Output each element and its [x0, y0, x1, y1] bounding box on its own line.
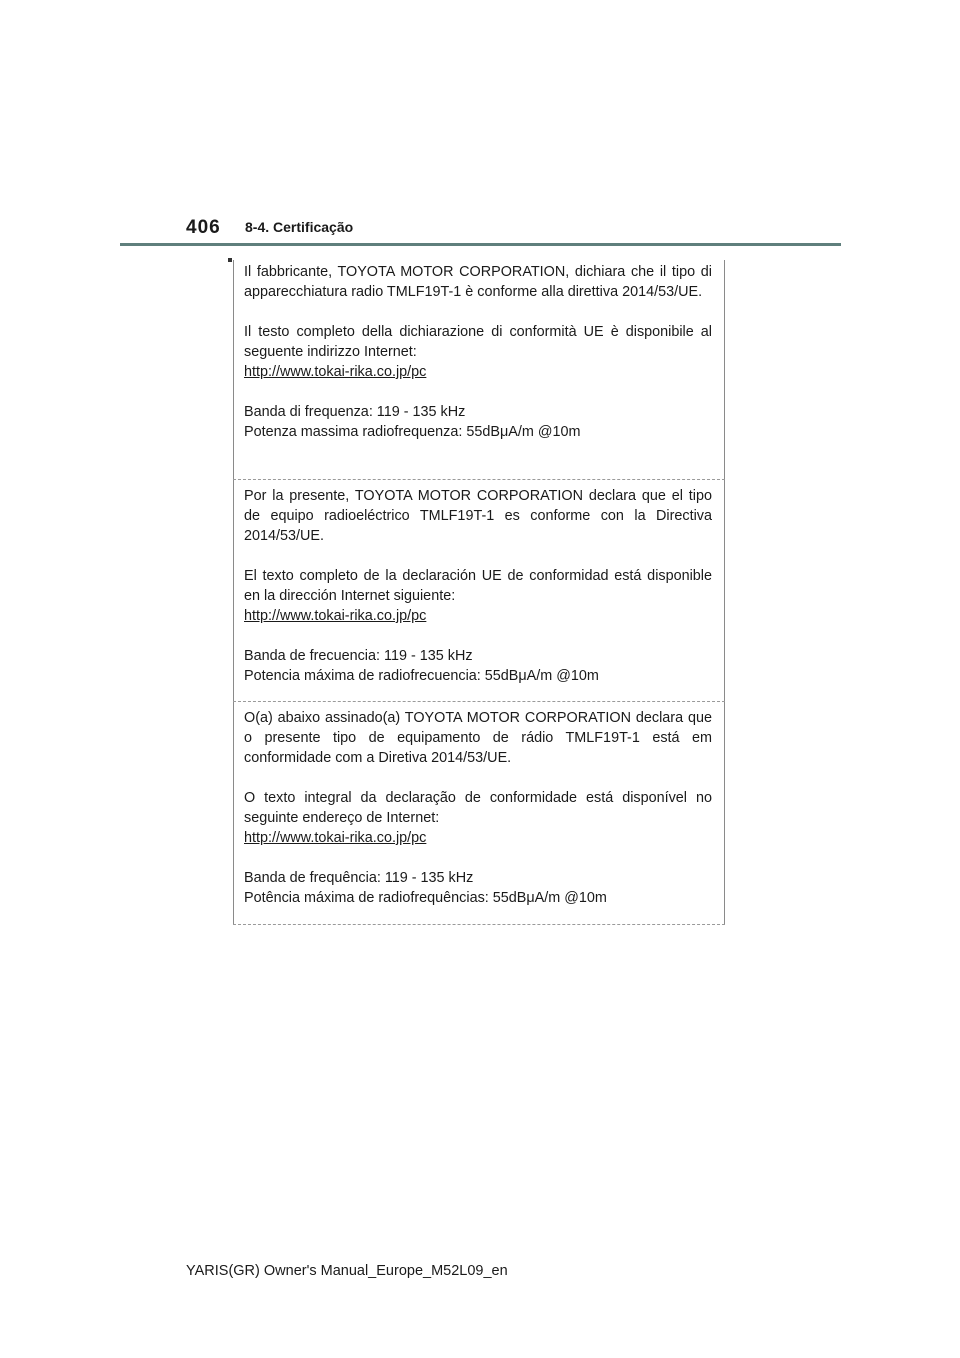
availability-text: Il testo completo della dichiarazione di conformità UE è disponibile al seguente indirizzo Internet:	[244, 324, 712, 360]
box-bottom-separator	[233, 924, 725, 925]
declaration-block-spanish	[234, 486, 724, 686]
availability-text: El texto completo de la declaración UE de conformidad está disponible en la dirección Internet siguiente:	[244, 568, 712, 604]
power-text: Potenza massima radiofrequenza: 55dBμA/m @10m	[244, 424, 581, 440]
header-rule	[120, 243, 841, 246]
frequency-text: Banda di frequenza: 119 - 135 kHz	[244, 404, 466, 420]
declaration-block-italian	[234, 262, 724, 442]
declaration-link[interactable]: http://www.tokai-rika.co.jp/pc	[244, 830, 427, 846]
certification-box	[233, 260, 725, 925]
footer-text: YARIS(GR) Owner's Manual_Europe_M52L09_en	[186, 1263, 508, 1279]
declaration-link[interactable]: http://www.tokai-rika.co.jp/pc	[244, 364, 427, 380]
declaration-link[interactable]: http://www.tokai-rika.co.jp/pc	[244, 608, 427, 624]
declaration-text: Il fabbricante, TOYOTA MOTOR CORPORATION, dichiara che il tipo di apparecchiatura radio TMLF19T-1 è conforme alla direttiva 2014/53/UE.	[244, 264, 712, 300]
declaration-text: Por la presente, TOYOTA MOTOR CORPORATION declara que el tipo de equipo radioeléctrico TMLF19T-1 es conforme con la Directiva 2014/53/UE.	[244, 488, 712, 544]
page-number: 406	[186, 217, 221, 238]
block-separator	[233, 701, 725, 702]
frequency-text: Banda de frequência: 119 - 135 kHz	[244, 870, 474, 886]
declaration-text: O(a) abaixo assinado(a) TOYOTA MOTOR CORPORATION declara que o presente tipo de equipamento de rádio TMLF19T-1 está em conformidade com a Diretiva 2014/53/UE.	[244, 710, 712, 766]
declaration-block-portuguese	[234, 708, 724, 908]
power-text: Potencia máxima de radiofrecuencia: 55dBμA/m @10m	[244, 668, 599, 684]
section-title: 8-4. Certificação	[245, 219, 354, 235]
block-separator	[233, 479, 725, 480]
power-text: Potência máxima de radiofrequências: 55dBμA/m @10m	[244, 890, 607, 906]
availability-text: O texto integral da declaração de conformidade está disponível no seguinte endereço de Internet:	[244, 790, 712, 826]
frequency-text: Banda de frecuencia: 119 - 135 kHz	[244, 648, 473, 664]
